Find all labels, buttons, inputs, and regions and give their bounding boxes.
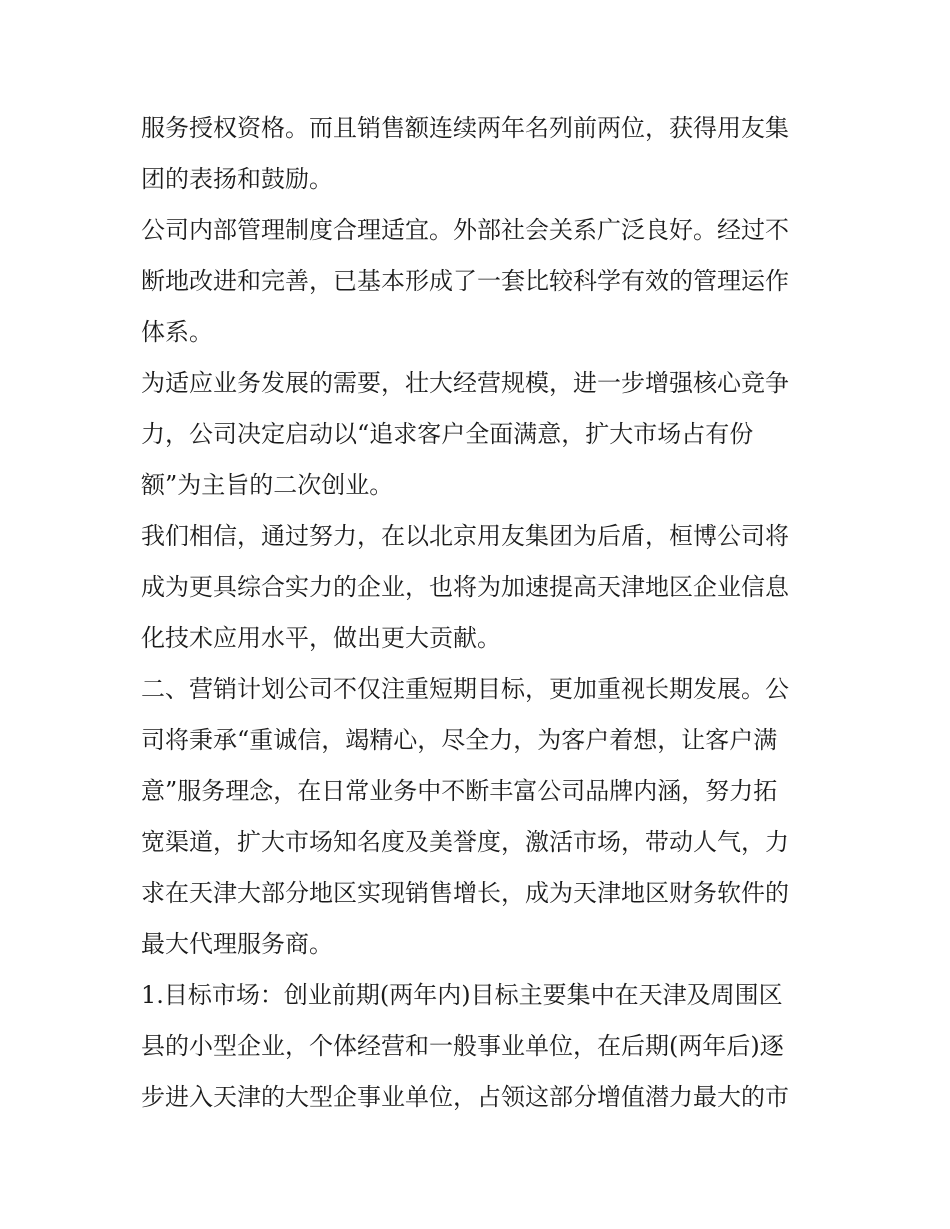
document-body	[141, 103, 821, 1123]
text-line: 体系。	[141, 318, 213, 346]
text-line: 额”为主旨的二次创业。	[141, 471, 394, 499]
text-line: 为适应业务发展的需要，壮大经营规模，进一步增强核心竞争	[141, 369, 789, 397]
text-line: 化技术应用水平，做出更大贡献。	[141, 624, 501, 652]
text-line: 司将秉承“重诚信，竭精心，尽全力，为客户着想，让客户满	[141, 726, 778, 754]
text-line: 二、营销计划公司不仅注重短期目标，更加重视长期发展。公	[141, 675, 789, 703]
text-line: 我们相信，通过努力，在以北京用友集团为后盾，桓博公司将	[141, 522, 789, 550]
text-line: 最大代理服务商。	[141, 930, 333, 958]
text-line: 公司内部管理制度合理适宜。外部社会关系广泛良好。经过不	[141, 216, 789, 244]
text-line: 成为更具综合实力的企业，也将为加速提高天津地区企业信息	[141, 573, 789, 601]
text-line: 团的表扬和鼓励。	[141, 165, 333, 193]
text-line: 1.目标市场：创业前期(两年内)目标主要集中在天津及周围区	[141, 981, 783, 1009]
text-line: 意”服务理念，在日常业务中不断丰富公司品牌内涵，努力拓	[141, 777, 778, 805]
text-line: 力，公司决定启动以“追求客户全面满意，扩大市场占有份	[141, 420, 754, 448]
text-line: 县的小型企业，个体经营和一般事业单位，在后期(两年后)逐	[141, 1032, 784, 1060]
text-line: 求在天津大部分地区实现销售增长，成为天津地区财务软件的	[141, 879, 789, 907]
text-line: 步进入天津的大型企事业单位，占领这部分增值潜力最大的市	[141, 1083, 789, 1111]
text-line: 宽渠道，扩大市场知名度及美誉度，激活市场，带动人气，力	[141, 828, 789, 856]
text-line: 服务授权资格。而且销售额连续两年名列前两位，获得用友集	[141, 114, 789, 142]
text-line: 断地改进和完善，已基本形成了一套比较科学有效的管理运作	[141, 267, 789, 295]
